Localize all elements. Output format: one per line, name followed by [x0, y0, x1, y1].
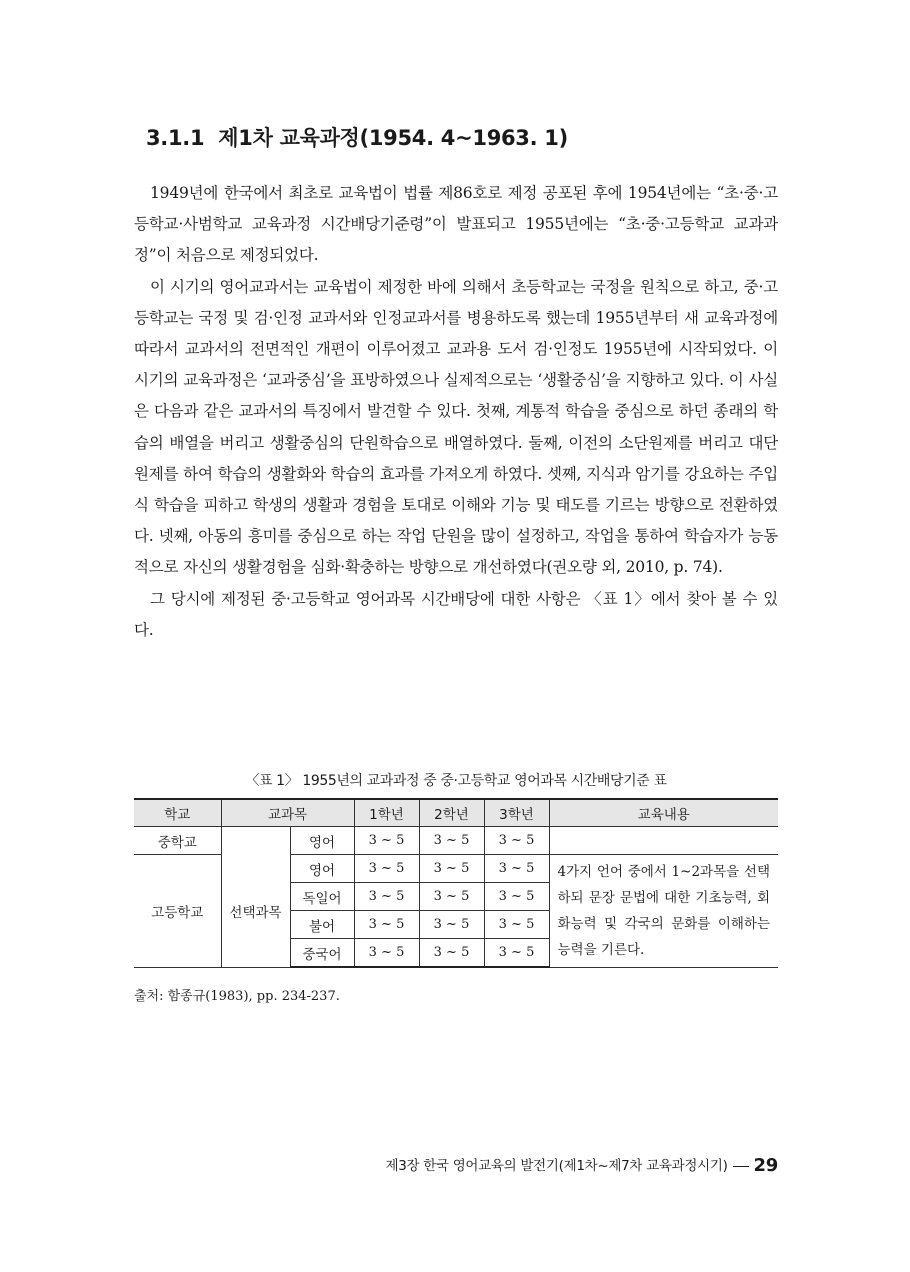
- grade3-cell: 3 ~ 5: [484, 883, 549, 911]
- table-source: 출처: 함종규(1983), pp. 234-237.: [134, 989, 340, 1004]
- grade2-cell: 3 ~ 5: [419, 855, 484, 883]
- grade1-cell: 3 ~ 5: [354, 883, 419, 911]
- header-content: 교육내용: [549, 799, 778, 827]
- table-row-middle-school: [134, 827, 778, 855]
- grade1-cell: 3 ~ 5: [354, 939, 419, 968]
- section-number: 3.1.1: [146, 126, 205, 150]
- content-cell: 4가지 언어 중에서 1~2과목을 선택하되 문장 문법에 대한 기초능력, 회화능력 및 각국의 문화를 이해하는 능력을 기른다.: [549, 855, 778, 968]
- subject-cell: 중국어: [290, 939, 354, 968]
- grade3-cell: 3 ~ 5: [484, 939, 549, 968]
- time-allocation-table: [134, 798, 778, 968]
- grade2-cell: 3 ~ 5: [419, 939, 484, 968]
- school-cell-high: 고등학교: [134, 855, 221, 968]
- header-grade2: 2학년: [419, 799, 484, 827]
- header-grade1: 1학년: [354, 799, 419, 827]
- paragraph-1: 1949년에 한국에서 최초로 교육법이 법률 제86호로 제정 공포된 후에 1954년에는 “초·중·고등학교·사범학교 교육과정 시간배당기준령”이 발표되고 1955년에는 “초·중·고등학교 교과과정”이 처음으로 제정되었다.: [134, 184, 778, 265]
- grade1-cell: 3 ~ 5: [354, 827, 419, 855]
- table-caption: 〈표 1〉 1955년의 교과과정 중 중·고등학교 영어과목 시간배당기준 표: [245, 773, 667, 789]
- table-header-row: [134, 799, 778, 827]
- section-heading: [146, 122, 568, 152]
- subject-cell: 불어: [290, 911, 354, 939]
- grade1-cell: 3 ~ 5: [354, 855, 419, 883]
- table-row-high-english: [134, 855, 778, 883]
- section-title: 제1차 교육과정(1954. 4~1963. 1): [218, 126, 568, 150]
- footer-separator: [733, 1166, 749, 1167]
- grade3-cell: 3 ~ 5: [484, 911, 549, 939]
- subject-cell: 독일어: [290, 883, 354, 911]
- grade2-cell: 3 ~ 5: [419, 827, 484, 855]
- content-cell-empty: [549, 827, 778, 855]
- page-number: 29: [753, 1155, 778, 1176]
- grade3-cell: 3 ~ 5: [484, 855, 549, 883]
- grade2-cell: 3 ~ 5: [419, 911, 484, 939]
- paragraph-3: 그 당시에 제정된 중·고등학교 영어과목 시간배당에 대한 사항은 〈표 1〉에서 찾아 볼 수 있다.: [134, 589, 778, 639]
- header-grade3: 3학년: [484, 799, 549, 827]
- body-text: [134, 178, 778, 646]
- paragraph-2: 이 시기의 영어교과서는 교육법이 제정한 바에 의해서 초등학교는 국정을 원칙으로 하고, 중·고등학교는 국정 및 검·인정 교과서와 인정교과서를 병용하도록 했는데 1955년부터 새 교육과정에 따라서 교과서의 전면적인 개편이 이루어졌고 교과용 도서 검·인정도 1955년에 시작되었다. 이 시기의 교육과정은 ‘교과중심’을 표방하였으나 실제적으로는 ‘생활중심’을 지향하고 있다. 이 사실은 다음과 같은 교과서의 특징에서 발견할 수 있다. 첫째, 계통적 학습을 중심으로 하던 종래의 학습의 배열을 버리고 생활중심의 단원학습으로 배열하였다. 둘째, 이전의 소단원제를 버리고 대단원제를 하여 학습의 생활화와 학습의 효과를 가져오게 하였다. 셋째, 지식과 암기를 강요하는 주입식 학습을 피하고 학생의 생활과 경험을 토대로 이해와 기능 및 태도를 기르는 방향으로 전환하였다. 넷째, 아동의 흥미를 중심으로 하는 작업 단원을 많이 설정하고, 작업을 통하여 학습자가 능동적으로 자신의 생활경험을 심화·확충하는 방향으로 개선하였다(권오량 외, 2010, p. 74).: [134, 277, 778, 577]
- grade2-cell: 3 ~ 5: [419, 883, 484, 911]
- school-cell-middle: 중학교: [134, 827, 221, 855]
- subject-cell: 영어: [290, 855, 354, 883]
- header-subject: 교과목: [221, 799, 354, 827]
- page-footer: [385, 1154, 778, 1176]
- empty-cell: [221, 827, 290, 855]
- elective-cell: 선택과목: [221, 855, 290, 968]
- header-school: 학교: [134, 799, 221, 827]
- footer-chapter: 제3장 한국 영어교육의 발전기(제1차~제7차 교육과정시기): [385, 1158, 728, 1174]
- grade3-cell: 3 ~ 5: [484, 827, 549, 855]
- grade1-cell: 3 ~ 5: [354, 911, 419, 939]
- subject-cell: 영어: [290, 827, 354, 855]
